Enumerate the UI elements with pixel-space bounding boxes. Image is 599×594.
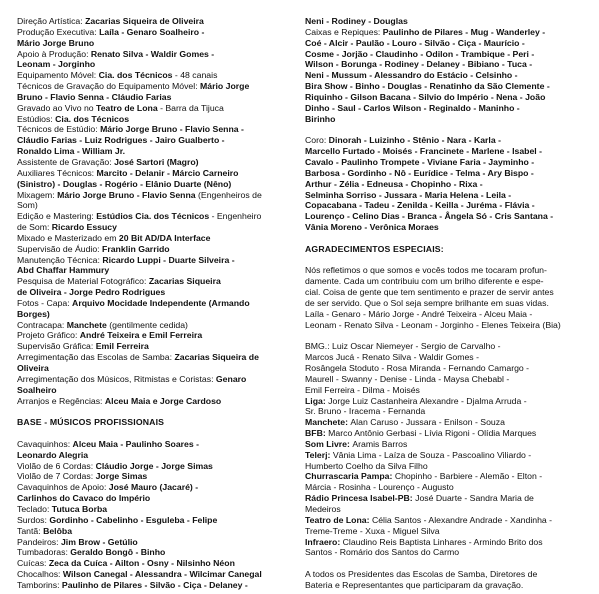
credit-name-text: Jim Brow - Getúlio [60,536,138,547]
credit-role-text: Jorge Luiz Castanheira Alexandre - Djalma Arruda - [328,395,527,406]
credit-line [305,439,584,450]
credit-name-text: Cosme - Jorjão - Claudinho - Odilon - Trambique - Peri - [305,48,535,59]
credit-line [17,27,289,38]
credit-name-text: Paulinho de Pilares - Mug - Wanderley - [382,26,546,37]
credit-name-text: Ricardo Luppi - Duarte Silveira - [102,254,235,265]
credit-role-text: Som) [17,200,38,211]
credit-role-text: Célia Santos - Alexandre Andrade - Xandinha - [371,514,553,525]
credit-line [17,168,289,179]
credit-name-text: Bruno - Flavio Senna - Cláudio Farias [17,91,172,102]
credit-name-text: Leonam - Jorginho [17,59,96,70]
credit-line [305,515,584,526]
credit-role-text: (gentilmente cedida) [106,319,188,330]
credit-role-text: Auxiliares Técnicos: [17,167,97,178]
credit-line [305,81,584,92]
credit-name-text: Jorge Simas [95,471,148,482]
credit-name-text: Riquinho - Gilson Bacana - Silvio do Império - Nena - João [305,91,546,102]
credit-line [17,211,289,222]
credit-name-text: Emil Ferreira [95,341,149,352]
credit-name-text: Leonardo Alegria [17,449,89,460]
credit-name-text: Estúdios Cia. dos Técnicos [96,211,210,222]
credit-line [17,103,289,114]
credit-role-text: Leonam - Renato Silva - Leonam - Jorginho - Elenes Teixeira (Bia) [305,319,561,330]
credit-role-text: Estúdios: [17,113,56,124]
credit-line [17,526,289,537]
credit-role-text: Nós refletimos o que somos e vocês todos me tocaram profun- [305,265,547,276]
credit-line [305,547,584,558]
credit-name-text: Liga: [305,395,329,406]
credit-line [305,461,584,472]
credit-line [17,504,289,515]
credit-line [305,211,584,222]
credit-name-text: Alceu Maia - Paulinho Soares - [72,438,200,449]
credit-line [305,265,584,276]
credit-line [17,558,289,569]
credit-name-text: Zeca da Cuíca - Ailton - Osny - Nilsinho Néon [48,558,235,569]
credit-line [305,200,584,211]
credit-role-text: de Som: [17,222,52,233]
credit-line [17,265,289,276]
credit-role-text: Alan Caruso - Jussara - Enilson - Souza [350,417,505,428]
credit-name-text: Paulinho de Pilares - Silvão - Ciça - Delaney - [61,579,248,590]
credit-name-text: Copacabana - Tadeu - Zenilda - Keilla - Juréma - Flávia - [305,200,535,211]
credit-name-text: Barbosa - Gordinho - Nô - Eurídice - Telma - Ary Bispo - [305,167,534,178]
section-heading [305,244,584,255]
credit-role-text: BMG.: [305,341,333,352]
credit-line [305,569,584,580]
credit-name-text: Arquivo Mocidade Independente (Armando [72,297,250,308]
credit-line [17,374,289,385]
credit-line [17,537,289,548]
credit-name-text: Wilson - Borunga - Rodiney - Delaney - Bibiano - Tuca - [305,59,533,70]
credit-line [17,157,289,168]
credit-name-text: Genaro [215,373,247,384]
credit-name-text: Cia. dos Técnicos [98,70,173,81]
credit-line [17,450,289,461]
credit-role-text: Manutenção Técnica: [17,254,103,265]
credit-name-text: Franklin Garrido [102,243,170,254]
credit-line [17,439,289,450]
credit-role-text: Violão de 7 Cordas: [17,471,96,482]
credit-line [17,569,289,580]
credit-name-text: Vânia Moreno - Verônica Moraes [305,222,439,233]
credit-line [305,471,584,482]
credit-line [17,471,289,482]
credit-name-text: Soalheiro [17,384,57,395]
credit-line [305,341,584,352]
credit-role-text: Caixas e Repiques: [305,26,383,37]
credit-role-text: Sr. Bruno - Iracema - Fernanda [305,406,426,417]
credit-role-text: - Engenheiro [209,211,262,222]
credit-line [17,493,289,504]
credit-line [17,179,289,190]
credit-line [305,482,584,493]
credit-name-text: Dinorah - Luizinho - Stênio - Nara - Karla - [328,135,501,146]
credit-line [305,385,584,396]
credit-role-text: Técnicos de Estúdio: [17,124,101,135]
credit-name-text: Rádio Princesa Isabel-PB: [305,493,416,504]
credit-line [305,526,584,537]
credit-role-text: Produção Executiva: [17,26,100,37]
credit-line [305,59,584,70]
credit-name-text: José Sartori (Magro) [114,156,199,167]
credit-line [17,287,289,298]
credit-line [17,200,289,211]
credit-name-text: Zacarias Siqueira [148,276,221,287]
credit-line [305,417,584,428]
credit-name-text: Ronaldo Lima - William Jr. [17,146,126,157]
credit-role-text: Vânia Lima - Laíza de Souza - Pascoalino Viliardo - [332,449,532,460]
credit-name-text: Bira Show - Binho - Douglas - Renatinho da São Clemente - [305,81,550,92]
credit-role-text: Coro: [305,135,329,146]
credit-name-text: José Mauro (Jacaré) - [108,482,199,493]
credit-name-text: Belôba [43,525,73,536]
credit-name-text: Coé - Alcir - Paulão - Louro - Silvão - Ciça - Maurício - [305,37,525,48]
credit-role-text: Cavaquinhos de Apoio: [17,482,109,493]
credit-role-text: Tantã: [17,525,44,536]
credit-name-text: Manchete [66,319,107,330]
credit-line [305,92,584,103]
credit-role-text: Humberto Coelho da Silva Filho [305,460,428,471]
credit-name-text: Som Livre: [305,438,353,449]
credit-line [17,461,289,472]
credit-line [305,287,584,298]
credit-line [305,168,584,179]
credit-role-text: A todos os Presidentes das Escolas de Samba, Diretores de [305,569,538,580]
credit-role-text: Arregimentação dos Músicos, Ritmistas e Coristas: [17,373,216,384]
credit-name-text: Manchete: [305,417,351,428]
line-spacer [305,124,584,135]
credit-line [305,103,584,114]
credit-name-text: Zacarias Siqueira de [174,352,259,363]
credit-line [17,309,289,320]
credit-line [305,320,584,331]
credit-line [305,190,584,201]
credit-line [305,38,584,49]
credit-role-text: Surdos: [17,514,50,525]
credit-role-text: Contracapa: [17,319,67,330]
credit-line [17,385,289,396]
line-spacer [305,330,584,341]
credit-name-text: Lourenço - Celino Dias - Branca - Ângela Só - Cris Santana - [305,211,554,222]
credit-line [305,146,584,157]
credit-line [305,363,584,374]
credit-line [17,298,289,309]
credit-line [17,580,289,591]
credit-line [17,233,289,244]
credit-line [17,49,289,60]
credit-role-text: Apoio à Produção: [17,48,91,59]
credit-name-text: Marcito - Delanir - Márcio Carneiro [96,167,239,178]
credit-name-text: Selminha Sorriso - Jussara - Maria Helena - Leila - [305,189,512,200]
credit-line [305,16,584,27]
credit-line [305,352,584,363]
credit-line [305,114,584,125]
credit-role-text: Técnicos de Gravação do Equipamento Móvel: [17,81,201,92]
credit-role-text: Arregimentação das Escolas de Samba: [17,352,175,363]
credit-role-text: Marcos Jucá - Renato Silva - Waldir Gomes - [305,352,479,363]
credit-line [305,49,584,60]
credit-role-text: Bateria e Representantes que participaram da gravação. [305,579,524,590]
credit-role-text: Luiz Oscar Niemeyer - Sergio de Carvalho - [332,341,501,352]
credit-line [17,330,289,341]
credit-line [17,341,289,352]
credit-name-text: Borges) [17,308,50,319]
credit-role-text: Gravado ao Vivo no [17,102,97,113]
credit-role-text: Chopinho - Barbiere - Alemão - Elton - [394,471,543,482]
credit-role-text: Marco Antônio Gerbasi - Lívia Rigoni - Olídia Marques [328,428,537,439]
credit-line [17,190,289,201]
credit-line [305,580,584,591]
credit-role-text: Teclado: [17,503,52,514]
credit-role-text: Mixado e Masterizado em [17,232,119,243]
credit-name-text: Abd Chaffar Hammury [17,265,110,276]
credit-line [305,70,584,81]
credit-line [17,222,289,233]
credit-role-text: Claudino Reis Baptista Linhares - Armindo Brito dos [342,536,543,547]
credit-role-text: Cavaquinhos: [17,438,73,449]
credit-line [305,157,584,168]
line-spacer [17,428,289,439]
line-spacer [305,558,584,569]
credit-line [17,482,289,493]
credit-role-text: Tumbadoras: [17,547,71,558]
credit-role-text: Supervisão Gráfica: [17,341,96,352]
credit-role-text: Edição e Mastering: [17,211,97,222]
credit-line [17,396,289,407]
credit-line [17,124,289,135]
credit-line [17,16,289,27]
credit-role-text: Projeto Gráfico: [17,330,80,341]
credit-role-text: Equipamento Móvel: [17,70,99,81]
credit-role-text: cial. Coisa de gente que tem sentimento e prazer de servir antes [305,287,554,298]
credit-line [305,493,584,504]
credit-role-text: Violão de 6 Cordas: [17,460,96,471]
credit-line [17,114,289,125]
credit-role-text: (Engenheiros de [195,189,262,200]
credit-name-text: Cláudio Jorge - Jorge Simas [95,460,213,471]
credit-line [305,428,584,439]
credit-name-text: Cia. dos Técnicos [55,113,130,124]
credit-role-text: Chocalhos: [17,569,63,580]
credit-name-text: Cavalo - Paulinho Trompete - Viviane Faria - Jayminho - [305,156,535,167]
credit-role-text: Supervisão de Áudio: [17,243,103,254]
credit-name-text: AGRADECIMENTOS ESPECIAIS: [305,243,444,254]
credit-name-text: Zacarias Siqueira de Oliveira [85,16,204,26]
credit-name-text: Teatro de Lona: [305,514,372,525]
credit-role-text: Mixagem: [17,189,58,200]
credit-line [17,70,289,81]
credit-role-text: Emil Ferreira - Dilma - Moisés [305,384,420,395]
credit-role-text: Márcia - Rosinha - Lourenço - Augusto [305,482,454,493]
credit-line [305,135,584,146]
credit-role-text: damente. Cada um contribuiu com um brilho diferente e espe- [305,276,544,287]
credit-name-text: Churrascaria Pampa: [305,471,395,482]
credit-line [305,276,584,287]
credit-name-text: 20 Bit AD/DA Interface [118,232,211,243]
credit-name-text: André Teixeira e Emil Ferreira [79,330,203,341]
credit-role-text: Medeiros [305,503,341,514]
credit-name-text: Tutuca Borba [51,503,108,514]
credit-name-text: Teatro de Lona [96,102,158,113]
credit-line [305,374,584,385]
credit-name-text: Alceu Maia e Jorge Cardoso [104,395,222,406]
credits-column-left [17,16,289,591]
credit-line [17,320,289,331]
credit-role-text: Pesquisa de Material Fotográfico: [17,276,149,287]
credit-name-text: Mário Jorge [200,81,250,92]
credit-line [17,547,289,558]
credit-name-text: Wilson Canegal - Alessandra - Wilcimar Canegal [62,569,262,580]
credit-line [305,504,584,515]
credit-line [305,396,584,407]
credit-name-text: Renato Silva - Waldir Gomes - [90,48,215,59]
credit-name-text: Arthur - Zélia - Edneusa - Chopinho - Rixa - [305,178,483,189]
credit-line [17,515,289,526]
credit-line [17,38,289,49]
credit-line [305,179,584,190]
credit-role-text: de ser servido. Que o Sol seja sempre brilhante em suas vidas. [305,297,549,308]
credit-role-text: Santos - Romário dos Santos do Carmo [305,547,460,558]
section-heading [17,417,289,428]
credit-role-text: Cuícas: [17,558,49,569]
credit-name-text: Oliveira [17,363,49,373]
credit-role-text: Tamborins: [17,579,62,590]
credit-role-text: Aramis Barros [352,438,408,449]
credit-name-text: Ricardo Essucy [51,222,117,233]
credit-name-text: (Sinistro) - Douglas - Rogério - Elânio Duarte (Nêno) [17,178,232,189]
credit-name-text: Cláudio Farias - Luiz Rodrigues - Jairo Gualberto - [17,135,225,146]
credit-line [305,406,584,417]
credit-name-text: Carlinhos do Cavaco do Império [17,493,151,504]
credit-role-text: José Duarte - Sandra Maria de [415,493,534,504]
line-spacer [305,233,584,244]
credit-line [305,450,584,461]
credit-line [305,537,584,548]
credit-role-text: Rosângela Stoduto - Rosa Miranda - Fernando Camargo - [305,363,530,373]
credit-line [17,255,289,266]
credit-role-text: Pandeiros: [17,536,61,547]
credit-role-text: Maurell - Swanny - Denise - Linda - Maysa Chebabl - [305,373,510,384]
credit-role-text: Arranjos e Regências: [17,395,105,406]
credit-line [305,222,584,233]
credit-name-text: Marcello Furtado - Moisés - Francinete - Marlene - Isabel - [305,146,543,157]
credit-line [17,81,289,92]
credit-line [17,244,289,255]
credit-role-text: Fotos - Capa: [17,297,73,308]
credit-name-text: Gordinho - Cabelinho - Esguleba - Felipe [49,514,218,525]
credits-column-right [305,16,584,591]
credit-line [305,27,584,38]
credit-line [305,309,584,320]
credit-role-text: Direção Artística: [17,16,86,26]
credit-name-text: Neni - Mussum - Alessandro do Estácio - Celsinho - [305,70,518,81]
credit-role-text: Assistente de Gravação: [17,156,115,167]
credit-name-text: de Oliveira - Jorge Pedro Rodrigues [17,287,166,298]
credit-line [17,352,289,363]
line-spacer [17,406,289,417]
credit-name-text: Birinho [305,113,336,124]
credit-role-text: Laíla - Genaro - Mário Jorge - André Teixeira - Alceu Maia - [305,308,533,319]
credit-role-text: - 48 canais [172,70,218,81]
credit-name-text: BASE - MÚSICOS PROFISSIONAIS [17,417,165,428]
credit-line [17,92,289,103]
credit-role-text: - Barra da Tijuca [157,102,224,113]
credit-line [17,276,289,287]
credit-name-text: Mário Jorge Bruno - Flavio Senna - [100,124,244,135]
credit-name-text: Neni - Rodiney - Douglas [305,16,408,26]
line-spacer [305,255,584,266]
credit-line [17,363,289,374]
credit-name-text: BFB: [305,428,329,439]
credit-line [17,59,289,70]
credit-line [17,146,289,157]
credit-line [305,298,584,309]
credit-name-text: Infraero: [305,536,343,547]
credit-name-text: Dinho - Saul - Carlos Wilson - Reginaldo - Maninho - [305,102,520,113]
credit-name-text: Mário Jorge Bruno - Flavio Senna [57,189,196,200]
credit-name-text: Laíla - Genaro Soalheiro - [99,26,205,37]
credit-name-text: Telerj: [305,449,333,460]
credit-role-text: Treme-Treme - Xuxa - Miguel Silva [305,525,440,536]
credit-line [17,135,289,146]
credit-name-text: Mário Jorge Bruno [17,37,95,48]
credit-name-text: Geraldo Bongô - Binho [70,547,166,558]
